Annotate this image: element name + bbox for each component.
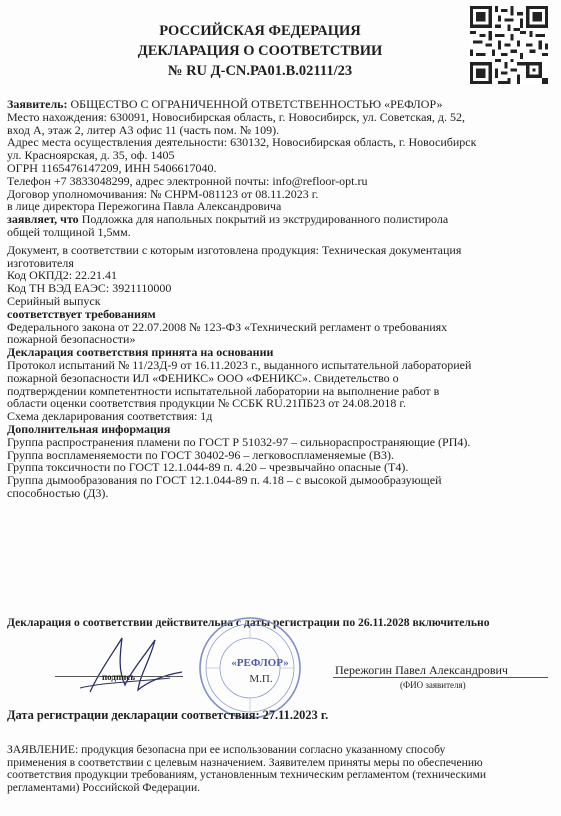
statement-block	[7, 744, 555, 794]
applicant-value: ОБЩЕСТВО С ОГРАНИЧЕННОЙ ОТВЕТСТВЕННОСТЬЮ «РЕФЛОР»	[67, 97, 443, 111]
validity-statement: Декларация о соответствии действительна с даты регистрации по 26.11.2028 включительно	[7, 616, 490, 629]
declares-label: заявляет, что	[7, 212, 79, 227]
extra-line-2: Группа воспламеняемости по ГОСТ 30402-96 – легковоспламеняемые (В3).	[7, 447, 394, 462]
protocol-line-3: подтверждении компетентности испытательной лаборатории на выполнение работ в	[7, 383, 440, 398]
scheme: Схема декларирования соответствия: 1д	[7, 409, 213, 424]
basis-label: Декларация соответствия принята на основании	[7, 345, 274, 360]
tnved-code: Код ТН ВЭД ЕАЭС: 3921110000	[7, 281, 172, 296]
location-line-1: Место нахождения: 630091, Новосибирская область, г. Новосибирск, ул. Советская, д. 52,	[7, 109, 466, 124]
document-title: ДЕКЛАРАЦИЯ О СООТВЕТСТВИИ	[137, 43, 383, 59]
applicant-line	[7, 98, 555, 111]
statement-line-3: соответствия продукции требованиям, установленным техническим регламентом (техническими	[7, 768, 487, 782]
country-title: РОССИЙСКАЯ ФЕДЕРАЦИЯ	[159, 23, 361, 39]
statement-line-2: применения в соответствии с целевым назначением. Заявителем приняты меры по обеспечению	[7, 755, 483, 769]
protocol-line-2: пожарной безопасности ИЛ «ФЕНИКС» ООО «ФЕНИКС». Свидетельство о	[7, 370, 399, 385]
protocol-line-1: Протокол испытаний № 11/23Д-9 от 16.11.2023 г., выданного испытательной лабораторией	[7, 357, 472, 372]
applicant-label: Заявитель:	[7, 97, 68, 111]
stamp-mp: М.П.	[249, 673, 273, 685]
contacts: Телефон +7 3833048299, адрес электронной почты: info@refloor-opt.ru	[7, 173, 368, 188]
complies-label: соответствует требованиям	[7, 306, 156, 321]
statement-line-4: регламентами) Российской Федерации.	[7, 780, 201, 794]
contract: Договор уполномочивания: № СНРМ-081123 от 08.11.2023 г.	[7, 186, 319, 201]
extra-info-label: Дополнительная информация	[7, 421, 171, 436]
declaration-number: № RU Д-CN.РА01.В.02111/23	[167, 63, 353, 79]
signer-line	[333, 677, 548, 678]
okpd-code: Код ОКПД2: 22.21.41	[7, 268, 118, 283]
signer-caption: (ФИО заявителя)	[400, 680, 466, 690]
qr-code-icon	[470, 6, 548, 84]
ogrn-inn: ОГРН 1165476147209, ИНН 5406617040.	[7, 160, 217, 175]
serial-production: Серийный выпуск	[7, 293, 101, 308]
product-thickness: общей толщиной 1,5мм.	[7, 224, 131, 239]
extra-line-1: Группа распространения пламени по ГОСТ Р 51032-97 – сильнораспространяющие (РП4).	[7, 434, 471, 449]
registration-date: Дата регистрации декларации соответствия: 27.11.2023 г.	[7, 708, 329, 722]
activity-address-line-2: ул. Красноярская, д. 35, оф. 1405	[7, 148, 175, 163]
law-line-2: пожарной безопасности»	[7, 332, 136, 347]
law-line-1: Федерального закона от 22.07.2008 № 123-ФЗ «Технический регламент о требованиях	[7, 319, 448, 334]
signer-name: Пережогин Павел Александрович	[335, 663, 508, 677]
protocol-line-4: области оценки соответствия продукции № ССБК RU.21ПБ23 от 24.08.2018 г.	[7, 396, 406, 411]
extra-line-5: способностью (Д3).	[7, 485, 109, 500]
statement-line-1: ЗАЯВЛЕНИЕ: продукция безопасна при ее использовании согласно указанному способу	[7, 743, 446, 756]
product-name: Подложка для напольных покрытий из экструдированного полистирола	[78, 212, 449, 227]
signature-icon	[60, 630, 190, 705]
director: в лице директора Пережогина Павла Александровича	[7, 199, 282, 214]
extra-line-4: Группа дымообразования по ГОСТ 12.1.044-89 п. 4.18 – с высокой дымообразующей	[7, 473, 442, 488]
location-line-2: вход А, этаж 2, литер А3 офис 11 (часть пом. № 109).	[7, 122, 280, 137]
declaration-body	[7, 98, 555, 500]
stamp-name: «РЕФЛОР»	[231, 657, 289, 669]
document-line-2: изготовителя	[7, 255, 74, 270]
extra-line-3: Группа токсичности по ГОСТ 12.1.044-89 п. 4.20 – чрезвычайно опасные (Т4).	[7, 460, 409, 475]
document-line-1: Документ, в соответствии с которым изготовлена продукция: Техническая документация	[7, 242, 462, 257]
signature-caption: подпись	[102, 672, 136, 682]
activity-address-line-1: Адрес места осуществления деятельности: 630132, Новосибирская область, г. Новосибирск	[7, 135, 477, 150]
